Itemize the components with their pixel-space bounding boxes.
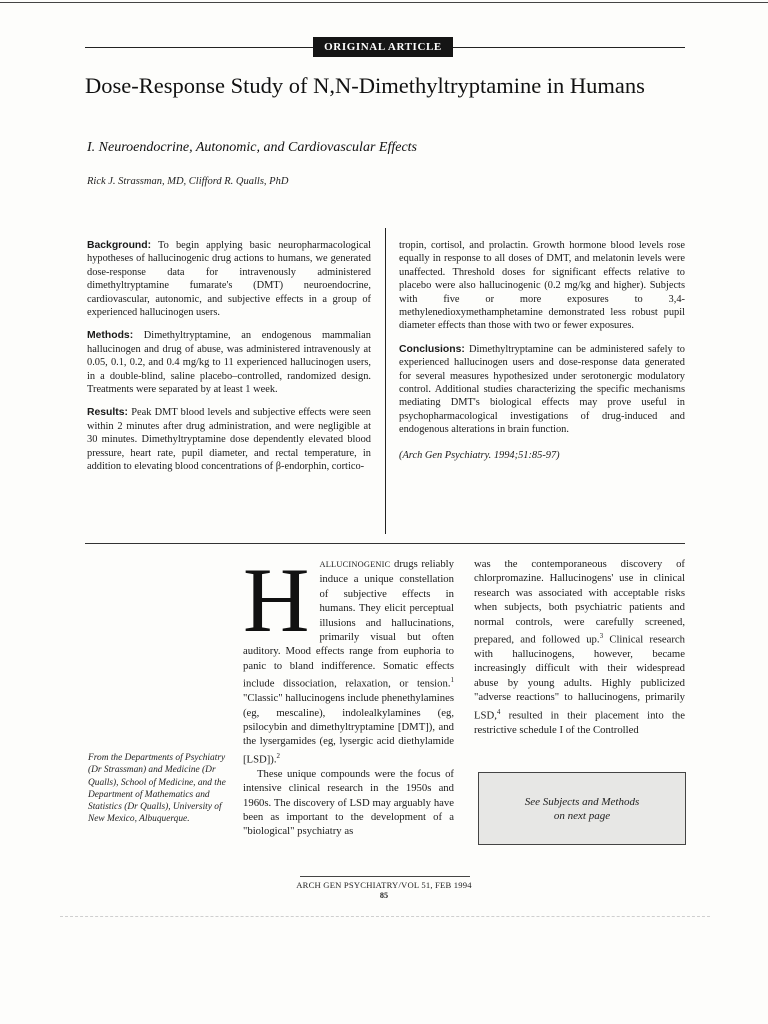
page-number: 85 bbox=[379, 891, 389, 900]
continuation-text bbox=[525, 795, 640, 823]
reference-4: 4 bbox=[496, 707, 501, 716]
continuation-line-1: See Subjects and Methods bbox=[524, 795, 640, 808]
lead-smallcaps: ALLUCINOGENIC bbox=[319, 560, 391, 569]
body-column-1 bbox=[243, 549, 454, 839]
top-border-rule bbox=[0, 2, 768, 3]
reference-1: 1 bbox=[450, 676, 454, 685]
citation: (Arch Gen Psychiatry. 1994;51:85-97) bbox=[399, 449, 560, 461]
abstract-results-continued: tropin, cortisol, and prolactin. Growth hormone blood levels rose equally in response to all doses of DMT, and melatonin levels were unaffected. Threshold doses for significant effects relative to placebo were also hallucinogenic (0.2 mg/kg and higher). Subjects with five or more exposures to 3,4-methylenedioxymethamphetamine demonstrated less robust pupil diameter effects than those with two or fewer exposures. bbox=[399, 240, 685, 332]
intro-text: drugs reliably induce a unique constellation of subjective effects in humans. They elicit perceptual illusions and hallucinations, primarily visual but often auditory. Mood effects range from euphoria to panic to bland indifference. Somatic effects include dissociation, relaxation, or tension. bbox=[243, 558, 454, 690]
header-rule-left bbox=[85, 47, 313, 48]
abstract-conclusions bbox=[399, 343, 685, 437]
second-paragraph: These unique compounds were the focus of intensive clinical research in the 1950s and 1960s. The discovery of LSD may arguably have been as important to the development of a "biological" psychiatry as bbox=[243, 767, 454, 838]
reference-3: 3 bbox=[599, 632, 604, 641]
drop-cap: H bbox=[243, 549, 310, 651]
article-subtitle: I. Neuroendocrine, Autonomic, and Cardiovascular Effects bbox=[87, 140, 417, 155]
article-type-badge: ORIGINAL ARTICLE bbox=[313, 37, 453, 57]
abstract-methods bbox=[87, 329, 371, 396]
column-2-text-b: Clinical research with hallucinogens, however, became increasingly difficult with their widespread abuse by young adults. Highly publicized "adverse reactions" to hallucinogens, primarily LSD, bbox=[474, 633, 685, 722]
results-label: Results: bbox=[87, 407, 128, 419]
journal-footer: ARCH GEN PSYCHIATRY/VOL 51, FEB 1994 bbox=[296, 880, 472, 890]
abstract-results bbox=[87, 406, 371, 473]
scan-artifact-line bbox=[60, 916, 710, 917]
abstract-bottom-rule bbox=[85, 543, 685, 544]
intro-text-continued: "Classic" hallucinogens include phenethylamines (eg, mescaline), indolealkylamines (eg, psilocybin and dimethyltryptamine [DMT]), and the lysergamides (eg, lysergic acid diethylamide [LSD]). bbox=[243, 692, 454, 766]
abstract-background bbox=[87, 239, 371, 319]
results-text: Peak DMT blood levels and subjective effects were seen within 2 minutes after drug administration, and were negligible at 30 minutes. Dimethyltryptamine dose dependently elevated blood pressure, heart rate, pupil diameter, and rectal temperature, in addition to elevating blood concentrations of β-endorphin, cortico- bbox=[87, 407, 371, 473]
continuation-box bbox=[478, 772, 686, 845]
article-title: Dose-Response Study of N,N-Dimethyltryptamine in Humans bbox=[85, 73, 645, 98]
methods-text: Dimethyltryptamine, an endogenous mammalian hallucinogen and drug of abuse, was administered intravenously at 0.05, 0.1, 0.2, and 0.4 mg/kg to 11 experienced hallucinogen users, in a double-blind, saline placebo–controlled, randomized design. Treatments were separated by at least 1 week. bbox=[87, 330, 371, 396]
author-list: Rick J. Strassman, MD, Clifford R. Qualls, PhD bbox=[87, 176, 289, 187]
body-column-2 bbox=[474, 557, 685, 737]
reference-2: 2 bbox=[276, 751, 281, 760]
column-2-paragraph bbox=[474, 557, 685, 737]
abstract-left-column bbox=[87, 239, 371, 484]
conclusions-text: Dimethyltryptamine can be administered safely to experienced hallucinogen users and dose-response data generated for several measures hypothesized under serotonergic modulatory control. Additional studies characterizing the specific mechanisms mediating DMT's biological effects may prove useful in psychopharmacological investigations of drug-induced and endogenous alterations in brain function. bbox=[399, 343, 685, 436]
conclusions-label: Conclusions: bbox=[399, 343, 465, 355]
continuation-line-2: on next page bbox=[553, 809, 611, 822]
background-label: Background: bbox=[87, 240, 152, 251]
abstract-column-divider bbox=[385, 228, 386, 534]
column-2-text-c: resulted in their placement into the restrictive schedule I of the Controlled bbox=[474, 709, 685, 736]
author-affiliation: From the Departments of Psychiatry (Dr Strassman) and Medicine (Dr Qualls), School of Medicine, and the Department of Mathematics and Statistics (Dr Qualls), University of New Mexico, Albuquerque. bbox=[88, 753, 226, 825]
abstract-right-column bbox=[399, 239, 685, 472]
footer-rule bbox=[300, 876, 470, 877]
background-text: To begin applying basic neuropharmacological hypotheses of hallucinogenic drug actions to humans, we generated dose-response data for intravenously administered dimethyltryptamine fumarate's (DMT) neuroendocrine, cardiovascular, autonomic, and subjective effects in a group of experienced hallucinogen users. bbox=[87, 240, 371, 319]
intro-paragraph bbox=[243, 549, 454, 767]
methods-label: Methods: bbox=[87, 330, 134, 342]
column-2-text-a: was the contemporaneous discovery of chlorpromazine. Hallucinogens' use in clinical research was associated with acceptable risks when subjects, both psychiatric patients and normal controls, were carefully screened, prepared, and followed up. bbox=[474, 558, 685, 646]
header-rule-right bbox=[453, 47, 685, 48]
